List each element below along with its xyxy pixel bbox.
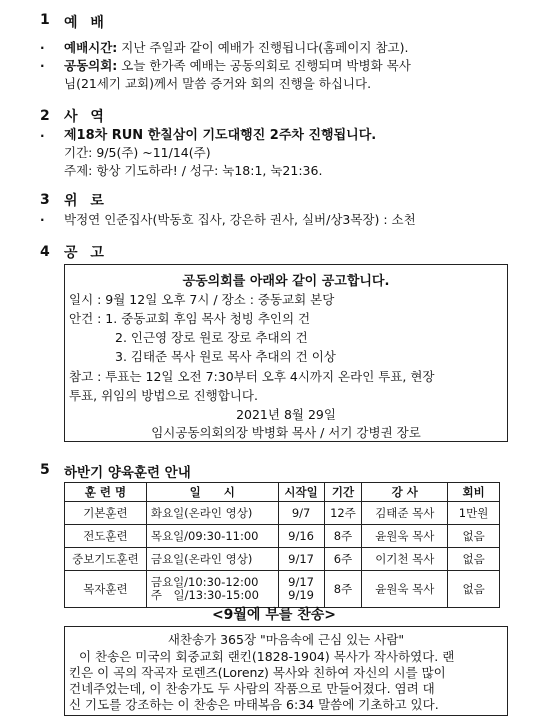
training-duration: 8주 — [324, 571, 362, 608]
training-time — [146, 571, 278, 608]
worship-time-item — [64, 38, 408, 56]
training-duration: 12주 — [324, 502, 362, 525]
training-time: 목요일/09:30-11:00 — [146, 525, 278, 548]
hymn-box — [64, 626, 508, 716]
training-schedule-table — [64, 482, 500, 608]
training-time: 화요일(온라인 영상) — [146, 502, 278, 525]
announcement-box — [64, 264, 508, 442]
section-4-title: 공 고 — [64, 245, 108, 261]
meeting-when-where: 일시 : 9월 12일 오후 7시 / 장소 : 중동교회 본당 — [69, 292, 335, 307]
training-name: 중보기도훈련 — [65, 548, 147, 571]
training-name: 전도훈련 — [65, 525, 147, 548]
agenda-item-1: 안건 : 1. 중동교회 후임 목사 청빙 추인의 건 — [69, 311, 311, 326]
section-3-number: 3 — [40, 192, 50, 208]
bullet-dot: . — [40, 38, 45, 52]
column-header: 훈 련 명 — [65, 483, 147, 502]
worship-time-label: 예배시간: — [64, 40, 118, 55]
bullet-dot: . — [40, 126, 45, 140]
training-name: 목자훈련 — [65, 571, 147, 608]
training-fee: 없음 — [448, 548, 500, 571]
congregation-meeting-line1: 오늘 한가족 예배는 공동의회로 진행되며 박병화 목사 — [117, 58, 411, 73]
vote-note-line1: 참고 : 투표는 12일 오전 7:30부터 오후 4시까지 온라인 투표, 현장 — [69, 369, 435, 384]
section-5-title: 하반기 양육훈련 안내 — [64, 465, 191, 481]
congregation-meeting-item — [64, 56, 411, 74]
table-row — [65, 548, 500, 571]
prayer-march-theme: 주제: 항상 기도하라! / 성구: 눅18:1, 눅21:36. — [64, 163, 323, 178]
training-start: 9/17 — [278, 548, 324, 571]
training-duration: 8주 — [324, 525, 362, 548]
column-header: 강 사 — [362, 483, 448, 502]
worship-time-text: 지난 주일과 같이 예배가 진행됩니다(홈페이지 참고). — [117, 40, 409, 55]
prayer-march-headline: 제18차 RUN 한칠삼이 기도대행진 2주차 진행됩니다. — [64, 128, 377, 143]
training-fee: 없음 — [448, 525, 500, 548]
section-1-title: 예 배 — [64, 15, 108, 31]
column-header: 일 시 — [146, 483, 278, 502]
announcement-signer: 임시공동의회의장 박병화 목사 / 서기 강병권 장로 — [151, 425, 421, 440]
hymn-text-line3: 건네주었는데, 이 찬송가도 두 사람의 작품으로 만들어졌다. 염려 대 — [69, 681, 435, 696]
column-header: 기간 — [324, 483, 362, 502]
hymn-subtitle: 새찬송가 365장 "마음속에 근심 있는 사람" — [167, 632, 405, 647]
table-row — [65, 525, 500, 548]
training-fee: 없음 — [448, 571, 500, 608]
announcement-box-title: 공동의회를 아래와 같이 공고합니다. — [182, 274, 390, 289]
training-duration: 6주 — [324, 548, 362, 571]
bullet-dot: . — [40, 210, 45, 224]
congregation-meeting-label: 공동의회: — [64, 58, 118, 73]
section-4-number: 4 — [40, 244, 50, 260]
training-time: 금요일(온라인 영상) — [146, 548, 278, 571]
prayer-march-period: 기간: 9/5(주) ~11/14(주) — [64, 145, 211, 160]
hymn-text-line2: 킨은 이 곡의 작곡자 로렌즈(Lorenz) 목사와 친하여 자신의 시를 많이 — [69, 665, 446, 680]
training-fee: 1만원 — [448, 502, 500, 525]
training-teacher: 김태준 목사 — [362, 502, 448, 525]
agenda-item-2: 2. 인근영 장로 원로 장로 추대의 건 — [115, 330, 308, 345]
section-3-title: 위 로 — [64, 193, 108, 209]
training-time-line1: 금요일/10:30-12:00 — [150, 575, 259, 589]
section-2-title: 사 역 — [64, 109, 108, 125]
section-1-number: 1 — [40, 12, 50, 28]
column-header: 회비 — [448, 483, 500, 502]
table-row — [65, 571, 500, 608]
training-teacher: 윤원욱 목사 — [362, 525, 448, 548]
section-5-number: 5 — [40, 462, 50, 478]
training-teacher: 이기천 목사 — [362, 548, 448, 571]
training-start-line2: 9/19 — [288, 588, 314, 602]
table-row — [65, 502, 500, 525]
training-start — [278, 571, 324, 608]
agenda-item-3: 3. 김태준 목사 원로 목사 추대의 건 이상 — [115, 349, 336, 364]
training-teacher: 윤원욱 목사 — [362, 571, 448, 608]
training-name: 기본훈련 — [65, 502, 147, 525]
section-2-number: 2 — [40, 108, 50, 124]
table-header-row — [65, 483, 500, 502]
vote-note-line2: 투표, 위임의 방법으로 진행합니다. — [69, 388, 258, 403]
training-start-line1: 9/17 — [288, 575, 314, 589]
hymn-text-line1: 이 찬송은 미국의 회중교회 랜킨(1828-1904) 목사가 작사하였다. 랜 — [79, 649, 455, 664]
hymn-section-title: <9월에 부를 찬송> — [211, 607, 337, 623]
bullet-dot: . — [40, 56, 45, 70]
hymn-text-line4: 신 기도를 강조하는 이 찬송은 마태복음 6:34 말씀에 기초하고 있다. — [69, 697, 439, 712]
column-header: 시작일 — [278, 483, 324, 502]
condolence-text: 박정연 인준집사(박동호 집사, 강은하 권사, 실버/상3목장) : 소천 — [64, 212, 416, 227]
announcement-date: 2021년 8월 29일 — [236, 407, 336, 422]
congregation-meeting-line2: 님(21세기 교회)께서 말씀 증거와 회의 진행을 하십니다. — [64, 76, 372, 91]
training-start: 9/7 — [278, 502, 324, 525]
training-time-line2: 주 일/13:30-15:00 — [150, 588, 259, 602]
training-start: 9/16 — [278, 525, 324, 548]
